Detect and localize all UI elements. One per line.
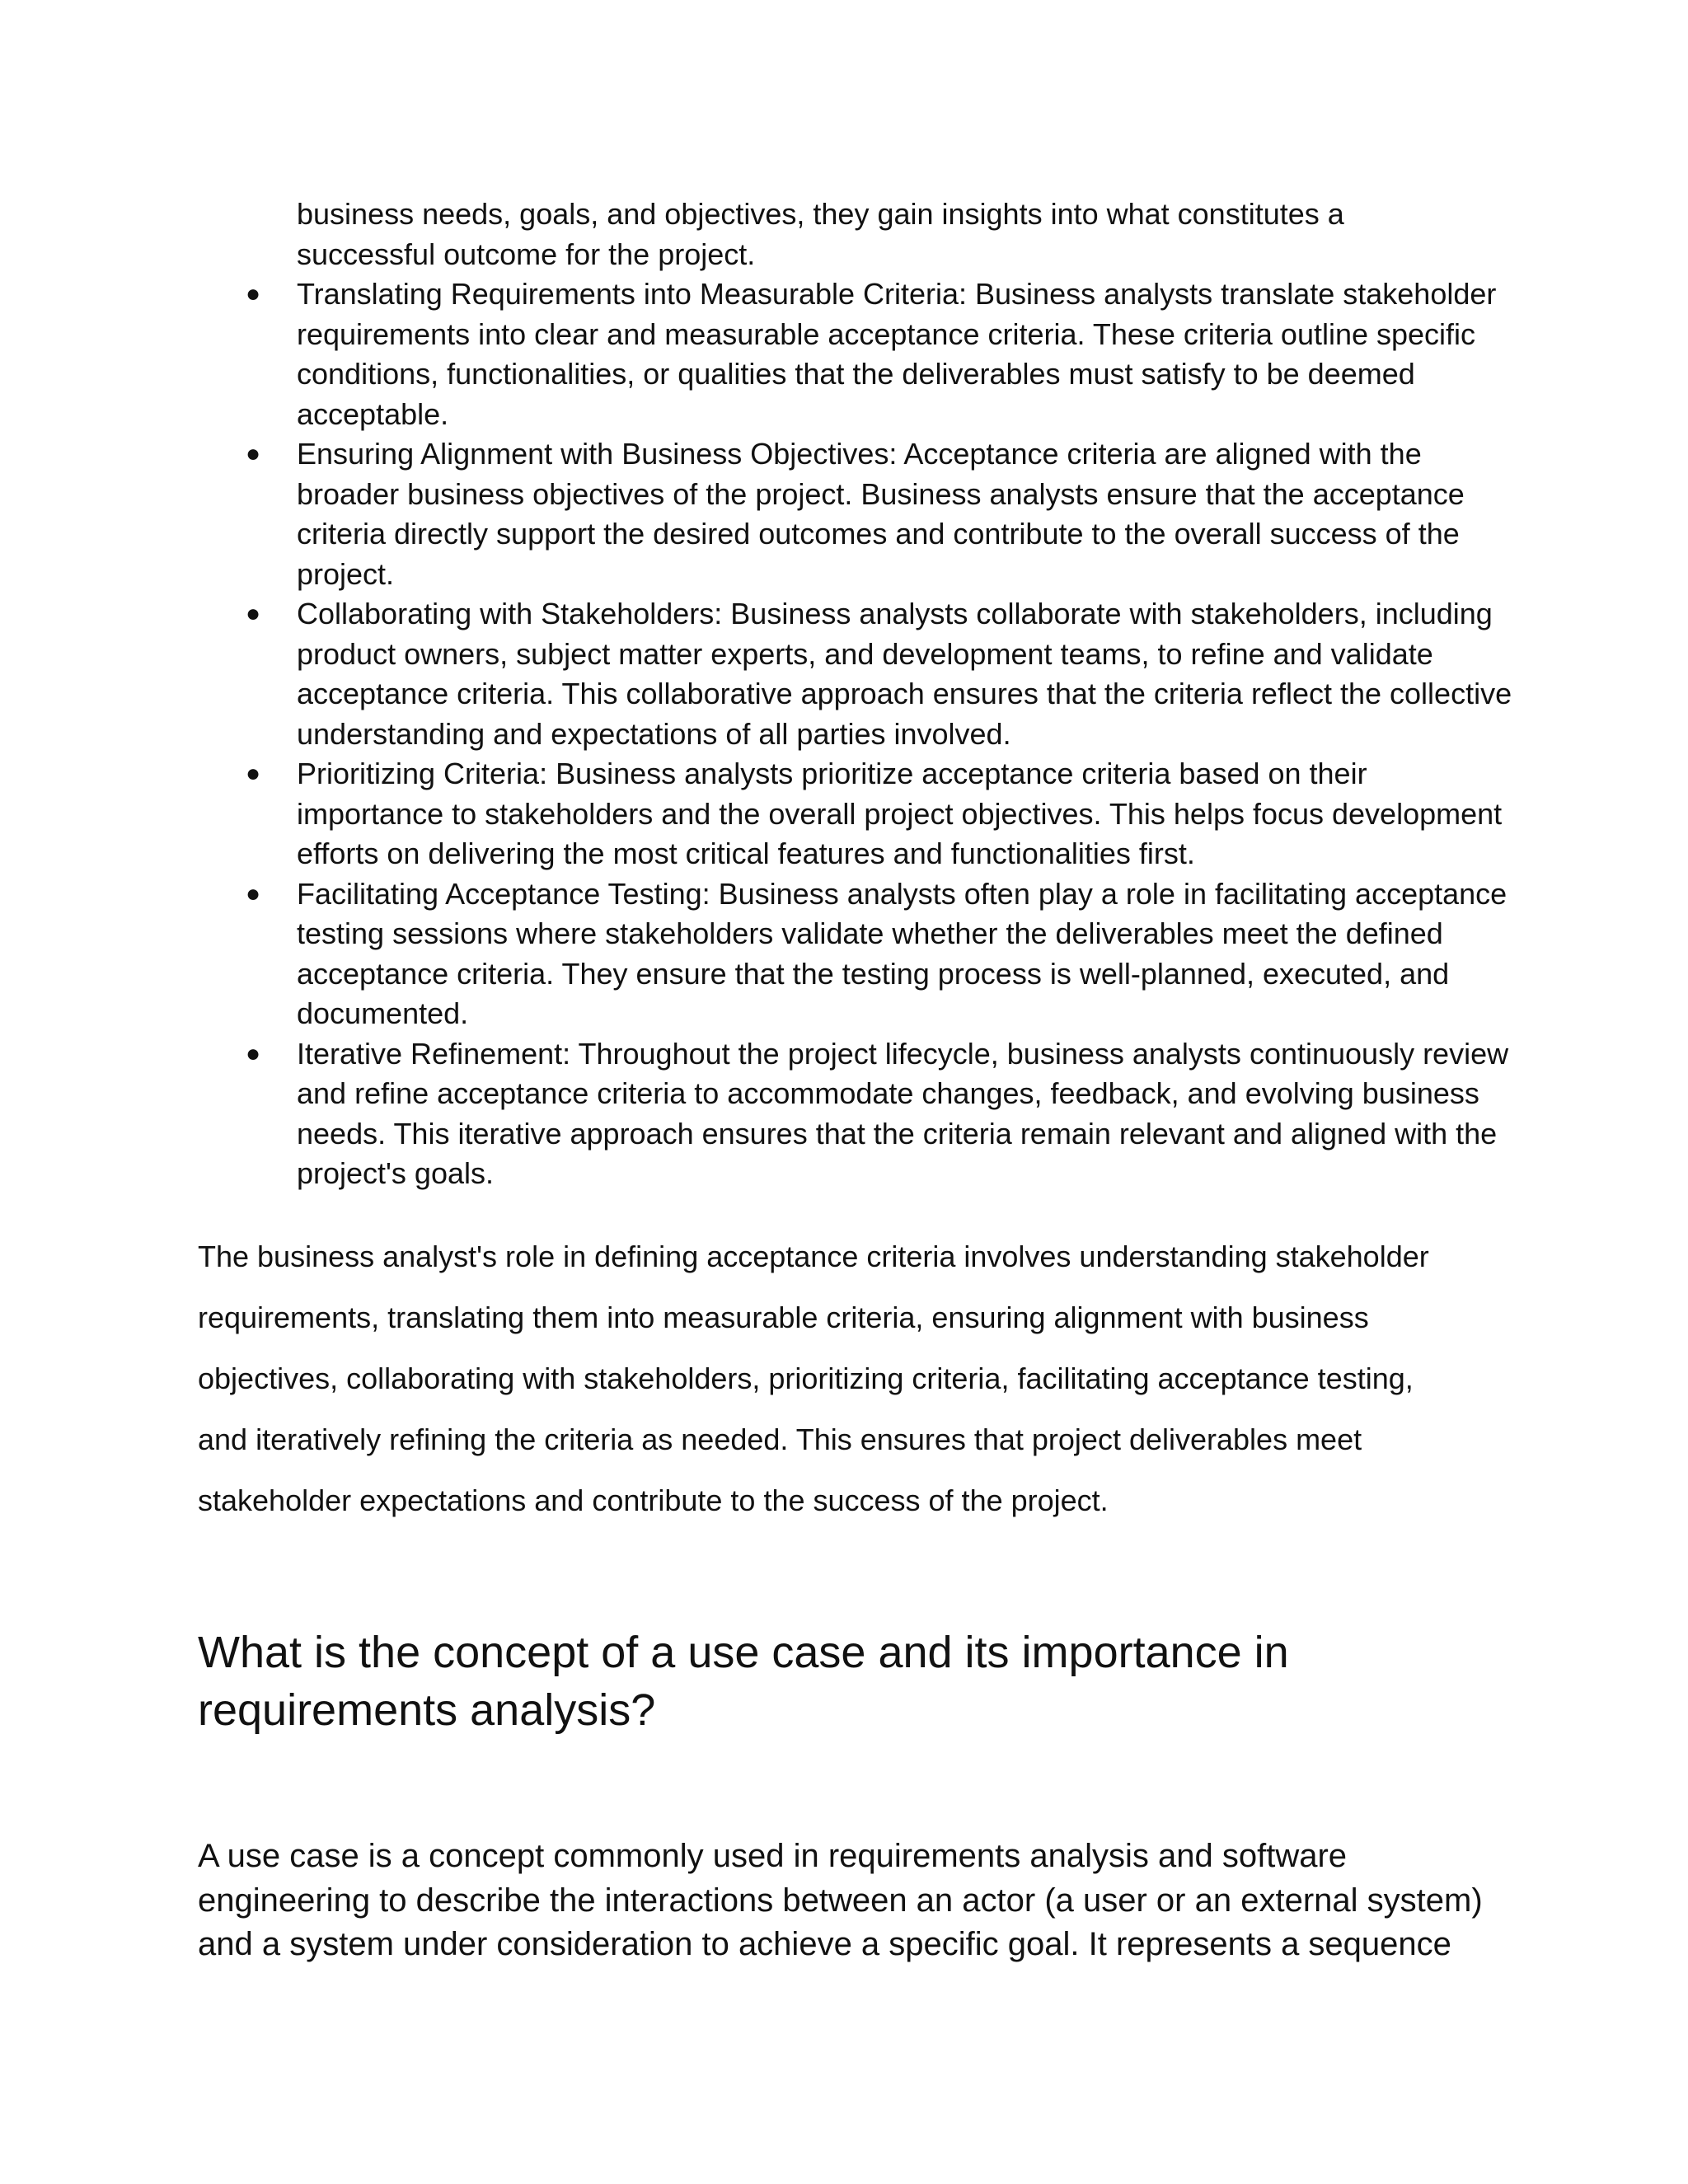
bullet-icon: ●	[246, 440, 261, 467]
list-item	[198, 1034, 1517, 1194]
list-item-text: Facilitating Acceptance Testing: Business analysts often play a role in facilitating acceptance testing sessions where stakeholders validate whether the deliverables meet the defined acceptance criteria. They ensure that the testing process is well-planned, executed, and documented.	[297, 876, 1507, 1030]
bullet-list	[198, 274, 1517, 1194]
bullet-icon: ●	[246, 280, 261, 307]
bullet-icon: ●	[246, 760, 261, 787]
list-item	[198, 754, 1517, 874]
list-item-text: Iterative Refinement: Throughout the project lifecycle, business analysts continuously review and refine acceptance criteria to accommodate changes, feedback, and evolving business needs. This iterative approach ensures that the criteria remain relevant and aligned with the project's goals.	[297, 1036, 1509, 1190]
section-heading: What is the concept of a use case and its importance in requirements analysis?	[198, 1628, 1289, 1735]
bullet-icon: ●	[246, 1039, 261, 1067]
bullet-icon: ●	[246, 600, 261, 627]
list-item-text: Prioritizing Criteria: Business analysts prioritize acceptance criteria based on their importance to stakeholders and the overall project objectives. This helps focus development efforts on delivering the most critical features and functionalities first.	[297, 757, 1503, 870]
summary-paragraph: The business analyst's role in defining acceptance criteria involves understanding stakeholder requirements, translating them into measurable criteria, ensuring alignment with business objectives, collaborating with stakeholders, prioritizing criteria, facilitating acceptance testing, and iteratively refining the criteria as needed. This ensures that project deliverables meet stakeholder expectations and contribute to the success of the project.	[198, 1240, 1429, 1517]
list-item	[198, 434, 1517, 594]
intro-paragraph: A use case is a concept commonly used in requirements analysis and software engineering to describe the interactions between an actor (a user or an external system) and a system under consideration to achieve a specific goal. It represents a sequence	[198, 1838, 1483, 1962]
list-item	[198, 874, 1517, 1034]
list-item-text: Ensuring Alignment with Business Objectives: Acceptance criteria are aligned with the broader business objectives of the project. Business analysts ensure that the acceptance criteria directly support the desired outcomes and contribute to the overall success of the project.	[297, 437, 1465, 591]
list-item	[198, 274, 1517, 434]
list-item-text: Translating Requirements into Measurable Criteria: Business analysts translate stakeholder requirements into clear and measurable acceptance criteria. These criteria outline specific conditions, functionalities, or qualities that the deliverables must satisfy to be deemed acceptable.	[297, 277, 1497, 431]
continuation-paragraph: business needs, goals, and objectives, they gain insights into what constitutes a successful outcome for the project.	[297, 197, 1344, 271]
list-item	[198, 594, 1517, 754]
bullet-icon: ●	[246, 879, 261, 907]
list-item-text: Collaborating with Stakeholders: Business analysts collaborate with stakeholders, including product owners, subject matter experts, and development teams, to refine and validate acceptance criteria. This collaborative approach ensures that the criteria reflect the collective understanding and expectations of all parties involved.	[297, 597, 1512, 751]
